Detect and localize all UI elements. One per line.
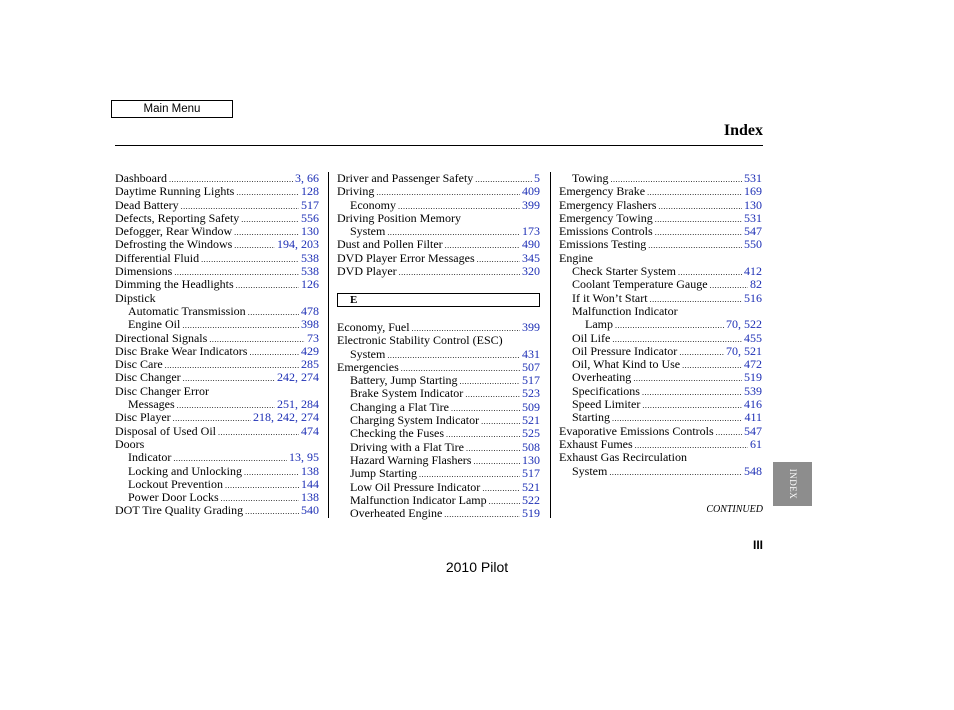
- index-entry: [559, 371, 762, 384]
- index-entry: [115, 199, 319, 212]
- entry-text: Electronic Stability Control (ESC): [337, 333, 503, 348]
- page-link[interactable]: 130: [301, 224, 319, 239]
- page-link[interactable]: 320: [522, 264, 540, 279]
- page-link[interactable]: 5: [534, 171, 540, 185]
- header-rule: [115, 145, 763, 146]
- dot-leader: [679, 346, 724, 359]
- index-entry: [337, 481, 540, 494]
- index-entry: [115, 398, 319, 411]
- entry-text: Speed Limiter: [572, 397, 641, 412]
- page-link[interactable]: 82: [750, 277, 762, 292]
- entry-text: DVD Player Error Messages: [337, 250, 475, 265]
- dot-leader: [248, 306, 299, 319]
- dot-leader: [655, 226, 742, 239]
- page-link[interactable]: 507: [522, 359, 540, 374]
- index-entry: [115, 212, 319, 225]
- entry-text: Checking the Fuses: [350, 426, 444, 441]
- entry-text: Low Oil Pressure Indicator: [350, 479, 481, 494]
- index-entry: [115, 491, 319, 504]
- entry-text: Lamp: [585, 317, 613, 332]
- page-title: Index: [723, 122, 763, 139]
- dot-leader: [241, 213, 299, 226]
- entry-text: Dead Battery: [115, 197, 179, 212]
- index-entry: [337, 414, 540, 427]
- index-side-tab[interactable]: [773, 462, 812, 506]
- page-link[interactable]: 525: [522, 426, 540, 441]
- page-link[interactable]: 540: [301, 503, 319, 518]
- page-link[interactable]: 194, 203: [277, 237, 319, 252]
- dot-leader: [481, 415, 520, 428]
- entry-text: Locking and Unlocking: [128, 463, 242, 478]
- index-entry: [337, 387, 540, 400]
- entry-text: Malfunction Indicator: [572, 303, 678, 318]
- index-entry: [115, 278, 319, 291]
- entry-text: Coolant Temperature Gauge: [572, 277, 708, 292]
- index-entry: [337, 212, 540, 225]
- entry-text: Brake System Indicator: [350, 386, 464, 401]
- entry-text: Charging System Indicator: [350, 413, 480, 428]
- entry-text: Driving Position Memory: [337, 210, 462, 225]
- dot-leader: [201, 253, 299, 266]
- index-entry: [559, 305, 762, 318]
- entry-text: Driving with a Flat Tire: [350, 439, 465, 454]
- dot-leader: [376, 186, 520, 199]
- index-entry: [337, 265, 540, 278]
- dot-leader: [716, 426, 742, 439]
- dot-leader: [236, 279, 299, 292]
- entry-text: Economy, Fuel: [337, 319, 410, 334]
- entry-text: Disc Changer Error: [115, 383, 209, 398]
- page-link[interactable]: 455: [744, 330, 762, 345]
- page-link[interactable]: 138: [301, 463, 319, 478]
- index-column-3: [559, 172, 762, 478]
- column-divider: [550, 172, 551, 518]
- page-link[interactable]: 516: [744, 290, 762, 305]
- index-entry: [337, 348, 540, 361]
- page-link[interactable]: 251, 284: [277, 397, 319, 412]
- index-entry: [559, 411, 762, 424]
- index-entry: [115, 185, 319, 198]
- dot-leader: [473, 455, 520, 468]
- entry-text: Dust and Pollen Filter: [337, 237, 443, 252]
- main-menu-button[interactable]: Main Menu: [111, 100, 233, 118]
- index-entry: [115, 265, 319, 278]
- entry-text: Power Door Locks: [128, 490, 219, 505]
- page-link[interactable]: 509: [522, 399, 540, 414]
- index-entry: [337, 494, 540, 507]
- entry-text: Jump Starting: [350, 466, 418, 481]
- side-tab-label: INDEX: [787, 468, 798, 500]
- entry-text: Check Starter System: [572, 264, 676, 279]
- dot-leader: [615, 319, 724, 332]
- entry-text: Dashboard: [115, 171, 167, 185]
- entry-text: Overheating: [572, 370, 632, 385]
- index-entry: [115, 465, 319, 478]
- entry-text: DVD Player: [337, 264, 397, 279]
- dot-leader: [482, 482, 520, 495]
- index-entry: [337, 225, 540, 238]
- index-entry: [337, 199, 540, 212]
- entry-text: Overheated Engine: [350, 506, 443, 521]
- index-entry: [115, 371, 319, 384]
- entry-text: Daytime Running Lights: [115, 184, 235, 199]
- index-entry: [559, 212, 762, 225]
- dot-leader: [658, 200, 742, 213]
- index-entry: [559, 225, 762, 238]
- entry-text: Starting: [572, 410, 610, 425]
- entry-text: Driver and Passenger Safety: [337, 171, 474, 185]
- dot-leader: [647, 186, 742, 199]
- entry-text: Engine: [559, 250, 593, 265]
- index-entry: [559, 278, 762, 291]
- index-entry: [337, 427, 540, 440]
- page-link[interactable]: 474: [301, 423, 319, 438]
- entry-text: Evaporative Emissions Controls: [559, 423, 714, 438]
- entry-text: Directional Signals: [115, 330, 208, 345]
- page-link[interactable]: 169: [744, 184, 762, 199]
- index-column-1: [115, 172, 319, 518]
- index-column-2: [337, 172, 540, 520]
- page-link[interactable]: 508: [522, 439, 540, 454]
- entry-text: DOT Tire Quality Grading: [115, 503, 244, 518]
- entry-text: Oil Pressure Indicator: [572, 343, 678, 358]
- index-entry: [337, 441, 540, 454]
- page-link[interactable]: 547: [744, 423, 762, 438]
- page-link[interactable]: 429: [301, 343, 319, 358]
- entry-text: Malfunction Indicator Lamp: [350, 492, 487, 507]
- index-entry: [337, 401, 540, 414]
- index-entry: [115, 238, 319, 251]
- page-link[interactable]: 523: [522, 386, 540, 401]
- page-link[interactable]: 285: [301, 357, 319, 372]
- entry-text: Emergency Towing: [559, 210, 653, 225]
- index-entry: [115, 225, 319, 238]
- dot-leader: [244, 466, 299, 479]
- page-link[interactable]: 399: [522, 319, 540, 334]
- index-entry: [337, 374, 540, 387]
- section-letter: E: [337, 293, 540, 307]
- page-link[interactable]: 522: [522, 492, 540, 507]
- entry-text: Disc Brake Wear Indicators: [115, 343, 248, 358]
- entry-text: Exhaust Fumes: [559, 436, 633, 451]
- page-link[interactable]: 130: [744, 197, 762, 212]
- dot-leader: [249, 346, 299, 359]
- index-entry: [559, 345, 762, 358]
- entry-text: Emergency Brake: [559, 184, 646, 199]
- entry-text: Engine Oil: [128, 317, 181, 332]
- entry-text: Oil Life: [572, 330, 611, 345]
- entry-text: Disc Player: [115, 410, 171, 425]
- dot-leader: [236, 186, 299, 199]
- index-entry: [115, 451, 319, 464]
- entry-text: Emergency Flashers: [559, 197, 657, 212]
- entry-text: Economy: [350, 197, 396, 212]
- page-link[interactable]: 478: [301, 303, 319, 318]
- dot-leader: [648, 239, 742, 252]
- index-entry: [115, 411, 319, 424]
- entry-text: Hazard Warning Flashers: [350, 452, 472, 467]
- page-link[interactable]: 130: [522, 452, 540, 467]
- page-link[interactable]: 517: [522, 466, 540, 481]
- index-entry: [337, 361, 540, 374]
- page-link[interactable]: 411: [744, 410, 762, 425]
- entry-text: Disc Care: [115, 357, 163, 372]
- entry-text: Exhaust Gas Recirculation: [559, 450, 687, 465]
- entry-text: Lockout Prevention: [128, 476, 223, 491]
- dot-leader: [225, 479, 299, 492]
- page-link[interactable]: 61: [750, 436, 762, 451]
- dot-leader: [477, 253, 520, 266]
- page-link[interactable]: 519: [744, 370, 762, 385]
- page-link[interactable]: 70, 521: [726, 343, 762, 358]
- index-entry: [115, 438, 319, 451]
- index-entry: [115, 385, 319, 398]
- index-entry: [115, 504, 319, 517]
- page-link[interactable]: 531: [744, 171, 762, 185]
- dot-leader: [444, 508, 520, 521]
- dot-leader: [234, 239, 275, 252]
- page-link[interactable]: 399: [522, 197, 540, 212]
- spacer: [337, 278, 540, 291]
- page-link[interactable]: 416: [744, 397, 762, 412]
- entry-text: Emissions Controls: [559, 224, 653, 239]
- index-entry: [559, 425, 762, 438]
- index-entry: [559, 332, 762, 345]
- index-entry: [337, 172, 540, 185]
- entry-text: Emergencies: [337, 359, 399, 374]
- index-entry: [559, 172, 762, 185]
- dot-leader: [218, 426, 299, 439]
- page-link[interactable]: 13, 95: [289, 450, 319, 465]
- entry-text: Dimensions: [115, 264, 173, 279]
- index-entry: [337, 185, 540, 198]
- page-link[interactable]: 218, 242, 274: [253, 410, 319, 425]
- entry-text: System: [350, 224, 386, 239]
- page-link[interactable]: 409: [522, 184, 540, 199]
- entry-text: Dimming the Headlights: [115, 277, 234, 292]
- entry-text: System: [572, 463, 608, 478]
- index-entry: [115, 345, 319, 358]
- page-link[interactable]: 345: [522, 250, 540, 265]
- entry-text: If it Won’t Start: [572, 290, 648, 305]
- index-entry: [559, 385, 762, 398]
- dot-leader: [465, 388, 520, 401]
- entry-text: Messages: [128, 397, 175, 412]
- index-entry: [559, 318, 762, 331]
- column-divider: [328, 172, 329, 518]
- entry-text: Dipstick: [115, 290, 156, 305]
- page-link[interactable]: 70, 522: [726, 317, 762, 332]
- entry-text: Disc Changer: [115, 370, 181, 385]
- index-entry: [337, 252, 540, 265]
- dot-leader: [387, 349, 520, 362]
- page-link[interactable]: 472: [744, 357, 762, 372]
- page-link[interactable]: 517: [301, 197, 319, 212]
- page-link[interactable]: 490: [522, 237, 540, 252]
- dot-leader: [710, 279, 748, 292]
- dot-leader: [642, 386, 742, 399]
- dot-leader: [466, 442, 520, 455]
- index-entry: [559, 292, 762, 305]
- entry-text: Automatic Transmission: [128, 303, 246, 318]
- entry-text: Changing a Flat Tire: [350, 399, 450, 414]
- page-link[interactable]: 398: [301, 317, 319, 332]
- page-link[interactable]: 431: [522, 346, 540, 361]
- dot-leader: [609, 466, 742, 479]
- page-link[interactable]: 539: [744, 383, 762, 398]
- footer-model: 2010 Pilot: [445, 559, 509, 575]
- page-link[interactable]: 538: [301, 250, 319, 265]
- entry-text: Disposal of Used Oil: [115, 423, 216, 438]
- page-link[interactable]: 547: [744, 224, 762, 239]
- index-entry: [115, 478, 319, 491]
- page-link[interactable]: 144: [301, 476, 319, 491]
- page-link[interactable]: 550: [744, 237, 762, 252]
- index-entry: [337, 321, 540, 334]
- page-link[interactable]: 173: [522, 224, 540, 239]
- dot-leader: [399, 266, 520, 279]
- index-entry: [115, 425, 319, 438]
- dot-leader: [245, 505, 299, 518]
- index-entry: [559, 451, 762, 464]
- dot-leader: [655, 213, 742, 226]
- continued-label: CONTINUED: [706, 504, 763, 515]
- index-entry: [115, 358, 319, 371]
- index-entry: [559, 199, 762, 212]
- index-entry: [559, 358, 762, 371]
- entry-text: Emissions Testing: [559, 237, 647, 252]
- index-entry: [115, 305, 319, 318]
- index-entry: [559, 438, 762, 451]
- entry-text: Defects, Reporting Safety: [115, 210, 240, 225]
- page-link[interactable]: 556: [301, 210, 319, 225]
- index-entry: [559, 238, 762, 251]
- spacer: [337, 308, 540, 321]
- index-entry: [337, 334, 540, 347]
- dot-leader: [460, 375, 520, 388]
- index-entry: [337, 467, 540, 480]
- index-entry: [559, 465, 762, 478]
- dot-leader: [682, 359, 742, 372]
- entry-text: System: [350, 346, 386, 361]
- index-entry: [115, 318, 319, 331]
- entry-text: Differential Fluid: [115, 250, 200, 265]
- dot-leader: [642, 399, 742, 412]
- entry-text: Towing: [572, 171, 609, 185]
- page-link[interactable]: 521: [522, 479, 540, 494]
- index-entry: [115, 332, 319, 345]
- page-link[interactable]: 73: [307, 330, 319, 345]
- index-entry: [559, 252, 762, 265]
- entry-text: Doors: [115, 436, 145, 451]
- page-link[interactable]: 519: [522, 506, 540, 521]
- index-entry: [559, 398, 762, 411]
- page-number: III: [752, 538, 763, 552]
- index-entry: [559, 265, 762, 278]
- entry-text: Battery, Jump Starting: [350, 373, 458, 388]
- index-entry: [337, 507, 540, 520]
- entry-text: Indicator: [128, 450, 172, 465]
- page-link[interactable]: 521: [522, 413, 540, 428]
- page-link[interactable]: 412: [744, 264, 762, 279]
- page-link[interactable]: 548: [744, 463, 762, 478]
- entry-text: Oil, What Kind to Use: [572, 357, 681, 372]
- index-entry: [115, 292, 319, 305]
- page-link[interactable]: 126: [301, 277, 319, 292]
- index-entry: [337, 238, 540, 251]
- index-entry: [115, 172, 319, 185]
- entry-text: Driving: [337, 184, 375, 199]
- page-link[interactable]: 3, 66: [295, 171, 319, 185]
- entry-text: Defogger, Rear Window: [115, 224, 233, 239]
- dot-leader: [489, 495, 520, 508]
- index-entry: [559, 185, 762, 198]
- page-link[interactable]: 138: [301, 490, 319, 505]
- page-link[interactable]: 517: [522, 373, 540, 388]
- page-link[interactable]: 538: [301, 264, 319, 279]
- page-link[interactable]: 242, 274: [277, 370, 319, 385]
- index-entry: [337, 454, 540, 467]
- page-link[interactable]: 531: [744, 210, 762, 225]
- entry-text: Defrosting the Windows: [115, 237, 233, 252]
- entry-text: Specifications: [572, 383, 640, 398]
- dot-leader: [633, 372, 742, 385]
- index-entry: [115, 252, 319, 265]
- page-link[interactable]: 128: [301, 184, 319, 199]
